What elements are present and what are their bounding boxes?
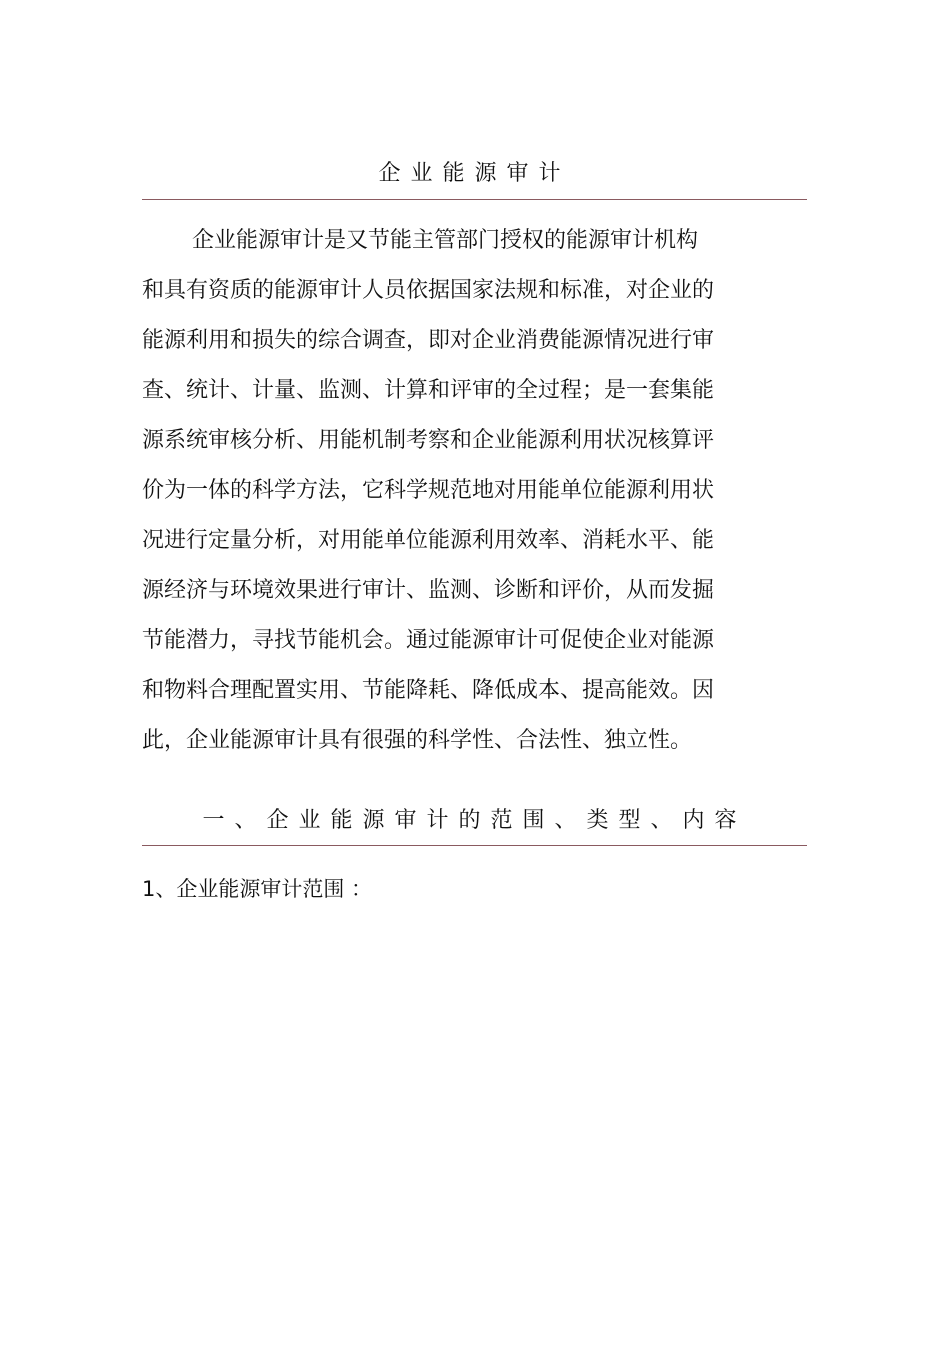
section-heading: 一、企业能源审计的范围、类型、内容 [202,808,747,833]
paragraph-line: 和具有资质的能源审计人员依据国家法规和标准，对企业的 [142,278,715,303]
paragraph-line: 节能潜力，寻找节能机会。通过能源审计可促使企业对能源 [142,628,715,653]
paragraph-line: 价为一体的科学方法，它科学规范地对用能单位能源利用状 [142,478,715,503]
paragraph-line: 企业能源审计是又节能主管部门授权的能源审计机构 [192,228,699,253]
section-divider [142,845,807,846]
document-title: 企业能源审计 [378,161,571,186]
paragraph-line: 源系统审核分析、用能机制考察和企业能源利用状况核算评 [142,428,715,453]
title-divider [142,199,807,200]
paragraph-line: 和物料合理配置实用、节能降耗、降低成本、提高能效。因 [142,678,715,703]
subsection-heading: 1、企业能源审计范围 ： [142,877,373,901]
paragraph-line: 查、统计、计量、监测、计算和评审的全过程；是一套集能 [142,378,715,403]
paragraph-line: 况进行定量分析，对用能单位能源利用效率、消耗水平、能 [142,528,715,553]
intro-paragraph [142,224,762,774]
paragraph-line: 源经济与环境效果进行审计、监测、诊断和评价，从而发掘 [142,578,715,603]
paragraph-line: 能源利用和损失的综合调查，即对企业消费能源情况进行审 [142,328,715,353]
paragraph-line: 此，企业能源审计具有很强的科学性、合法性、独立性。 [142,728,693,753]
